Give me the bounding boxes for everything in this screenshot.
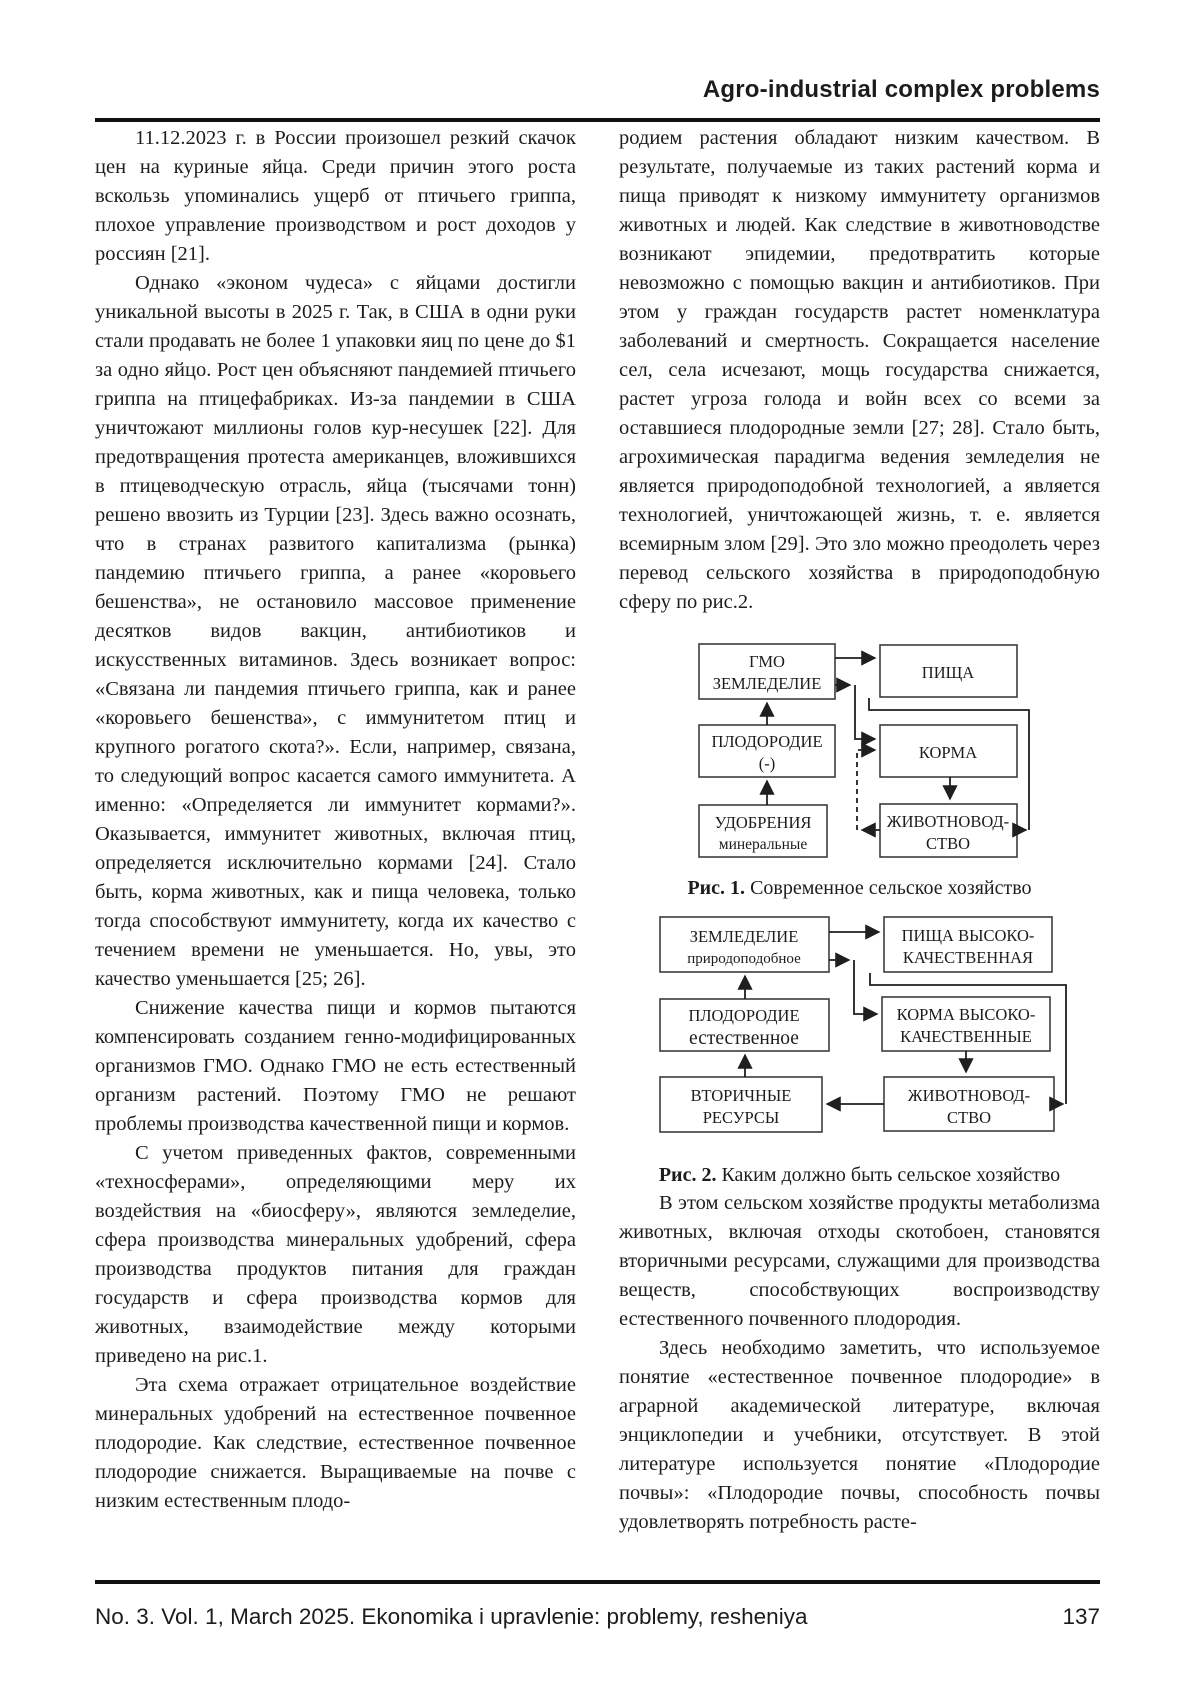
fig1-label: ГМО [748,652,785,671]
fig1-label: ЗЕМЛЕДЕЛИЕ [712,674,821,693]
fig1-label: минеральные [718,836,807,853]
fig1-label: ПЛОДОРОДИЕ [710,732,823,751]
fig2-label: ЖИВОТНОВОД- [907,1086,1030,1105]
figure-2-flowchart [620,914,1100,1154]
fig1-label: УДОБРЕНИЯ [714,813,811,832]
fig1-label: ЖИВОТНОВОД- [886,812,1009,831]
fig2-label: природоподобное [686,951,801,967]
fig2-label: ПЛОДОРОДИЕ [687,1006,800,1025]
footer-page-number: 137 [1062,1604,1100,1629]
fig1-label: СТВО [925,834,970,853]
figure-1-caption [619,875,1100,902]
page-header [95,76,1100,122]
paragraph: Однако «эконом чудеса» с яйцами достигли уникальной высоты в 2025 г. Так, в США в одни руки стали продавать не более 1 упаковки яиц по цене до $1 за одно яйцо. Рост цен объясняют пандемией птичьего гриппа на птицефабриках. Из-за пандемии в США уничтожают миллионы голов кур-несушек [22]. Для предотвращения протеста американцев, вложившихся в птицеводческую отрасль, яйца (тысячами тонн) решено ввозить из Турции [23]. Здесь важно осознать, что в странах развитого капитализма (рынка) пандемию птичьего гриппа, а ранее «коровьего бешенства», не остановило массовое применение десятков видов вакцин, антибиотиков и искусственных витаминов. Здесь возникает вопрос: «Связана ли пандемия птичьего гриппа, как и ранее «коровьего бешенства», с иммунитетом птиц и крупного рогатого скота?». Если, например, связана, то следующий вопрос касается самого иммунитета. А именно: «Определяется ли иммунитет кормами?». Оказывается, иммунитет животных, включая птиц, определяется исключительно кормами [24]. Стало быть, корма животных, как и пища человека, только тогда способствуют иммунитету, когда их качество с течением времени не уменьшается. Но, увы, это качество уменьшается [25; 26]. [95,272,576,990]
fig1-label: ПИЩА [921,663,974,682]
fig2-label: ВТОРИЧНЫЕ [690,1086,791,1105]
fig2-label: ЗЕМЛЕДЕЛИЕ [689,927,798,946]
figure-2 [619,914,1100,1189]
figure-1 [619,637,1100,902]
paragraph: родием растения обладают низким качеством. В результате, получаемые из таких растений корма и пища приводят к низкому иммунитету организмов животных и людей. Как следствие в животноводстве возникают эпидемии, предотвратить которые невозможно с помощью вакцин и антибиотиков. При этом у граждан государств растет номенклатура заболеваний и смертность. Сокращается население сел, села исчезают, мощь государства снижается, растет угроза голода и войн всех со всеми за оставшиеся плодородные земли [27; 28]. Стало быть, агрохимическая парадигма ведения земледелия не является природоподобной технологией, а является технологией, уничтожающей жизнь, т. е. является всемирным злом [29]. Это зло можно преодолеть через перевод сельского хозяйства в природоподобную сферу по рис.2. [619,127,1100,613]
paragraph: 11.12.2023 г. в России произошел резкий скачок цен на куриные яйца. Среди причин этого роста вскользь упоминались ущерб от птичьего гриппа, плохое управление производством и рост доходов у россиян [21]. [95,127,576,265]
page-footer [95,1580,1100,1630]
paragraph: Здесь необходимо заметить, что используемое понятие «естественное почвенное плодородие» в аграрной академической литературе, включая энциклопедии и учебники, отсутствует. В этой литературе используется понятие «Плодородие почвы»: «Плодородие почвы, способность почвы удовлетворять потребность расте- [619,1337,1100,1533]
fig2-label: КАЧЕСТВЕННЫЕ [899,1027,1032,1046]
figure-1-caption-text: Современное сельское хозяйство [750,877,1032,899]
figure-1-caption-label: Рис. 1. [687,877,746,899]
fig1-label: (-) [758,754,775,773]
running-head: Agro-industrial complex problems [702,76,1100,103]
fig2-label: РЕСУРСЫ [702,1108,779,1127]
fig1-dashed-to-korma [857,750,875,830]
fig2-label: ПИЩА ВЫСОКО- [901,926,1034,945]
figure-2-caption [619,1162,1100,1189]
paragraph: В этом сельском хозяйстве продукты метаболизма животных, включая отходы скотобоен, становятся вторичными ресурсами, служащими для производства веществ, способствующих воспроизводству естественного почвенного плодородия. [619,1192,1100,1330]
left-column [95,124,576,1576]
fig2-label: КАЧЕСТВЕННАЯ [902,948,1033,967]
figure-1-flowchart [620,637,1100,867]
fig2-label: естественное [688,1028,799,1049]
fig1-label: КОРМА [918,743,977,762]
figure-2-caption-text: Каким должно быть сельское хозяйство [721,1164,1061,1186]
figure-2-caption-label: Рис. 2. [658,1164,717,1186]
paragraph: Эта схема отражает отрицательное воздействие минеральных удобрений на естественное почвенное плодородие. Как следствие, естественное почвенное плодородие снижается. Выращиваемые на почве с низким естественным плодо- [95,1374,576,1512]
paragraph: С учетом приведенных фактов, современными «техносферами», определяющими меру их воздействия на «биосферу», являются земледелие, сфера производства минеральных удобрений, сфера производства продуктов питания для граждан государств и сфера производства кормов для животных, взаимодействие между которыми приведено на рис.1. [95,1142,576,1367]
right-column [619,124,1100,1576]
fig2-arrow-zemledelie-to-korma-part2 [854,960,877,1014]
two-column-body [95,124,1100,1576]
footer-issue-info: No. 3. Vol. 1, March 2025. Ekonomika i upravlenie: problemy, resheniya [95,1604,808,1629]
paragraph: Снижение качества пищи и кормов пытаются компенсировать созданием генно-модифицированных организмов ГМО. Однако ГМО не есть естественный организм растений. Поэтому ГМО не решают проблемы производства качественной пищи и кормов. [95,997,576,1135]
fig1-arrow-gmo-to-korma-part2 [855,685,875,739]
fig2-label: КОРМА ВЫСОКО- [896,1005,1035,1024]
fig2-label: СТВО [946,1108,991,1127]
